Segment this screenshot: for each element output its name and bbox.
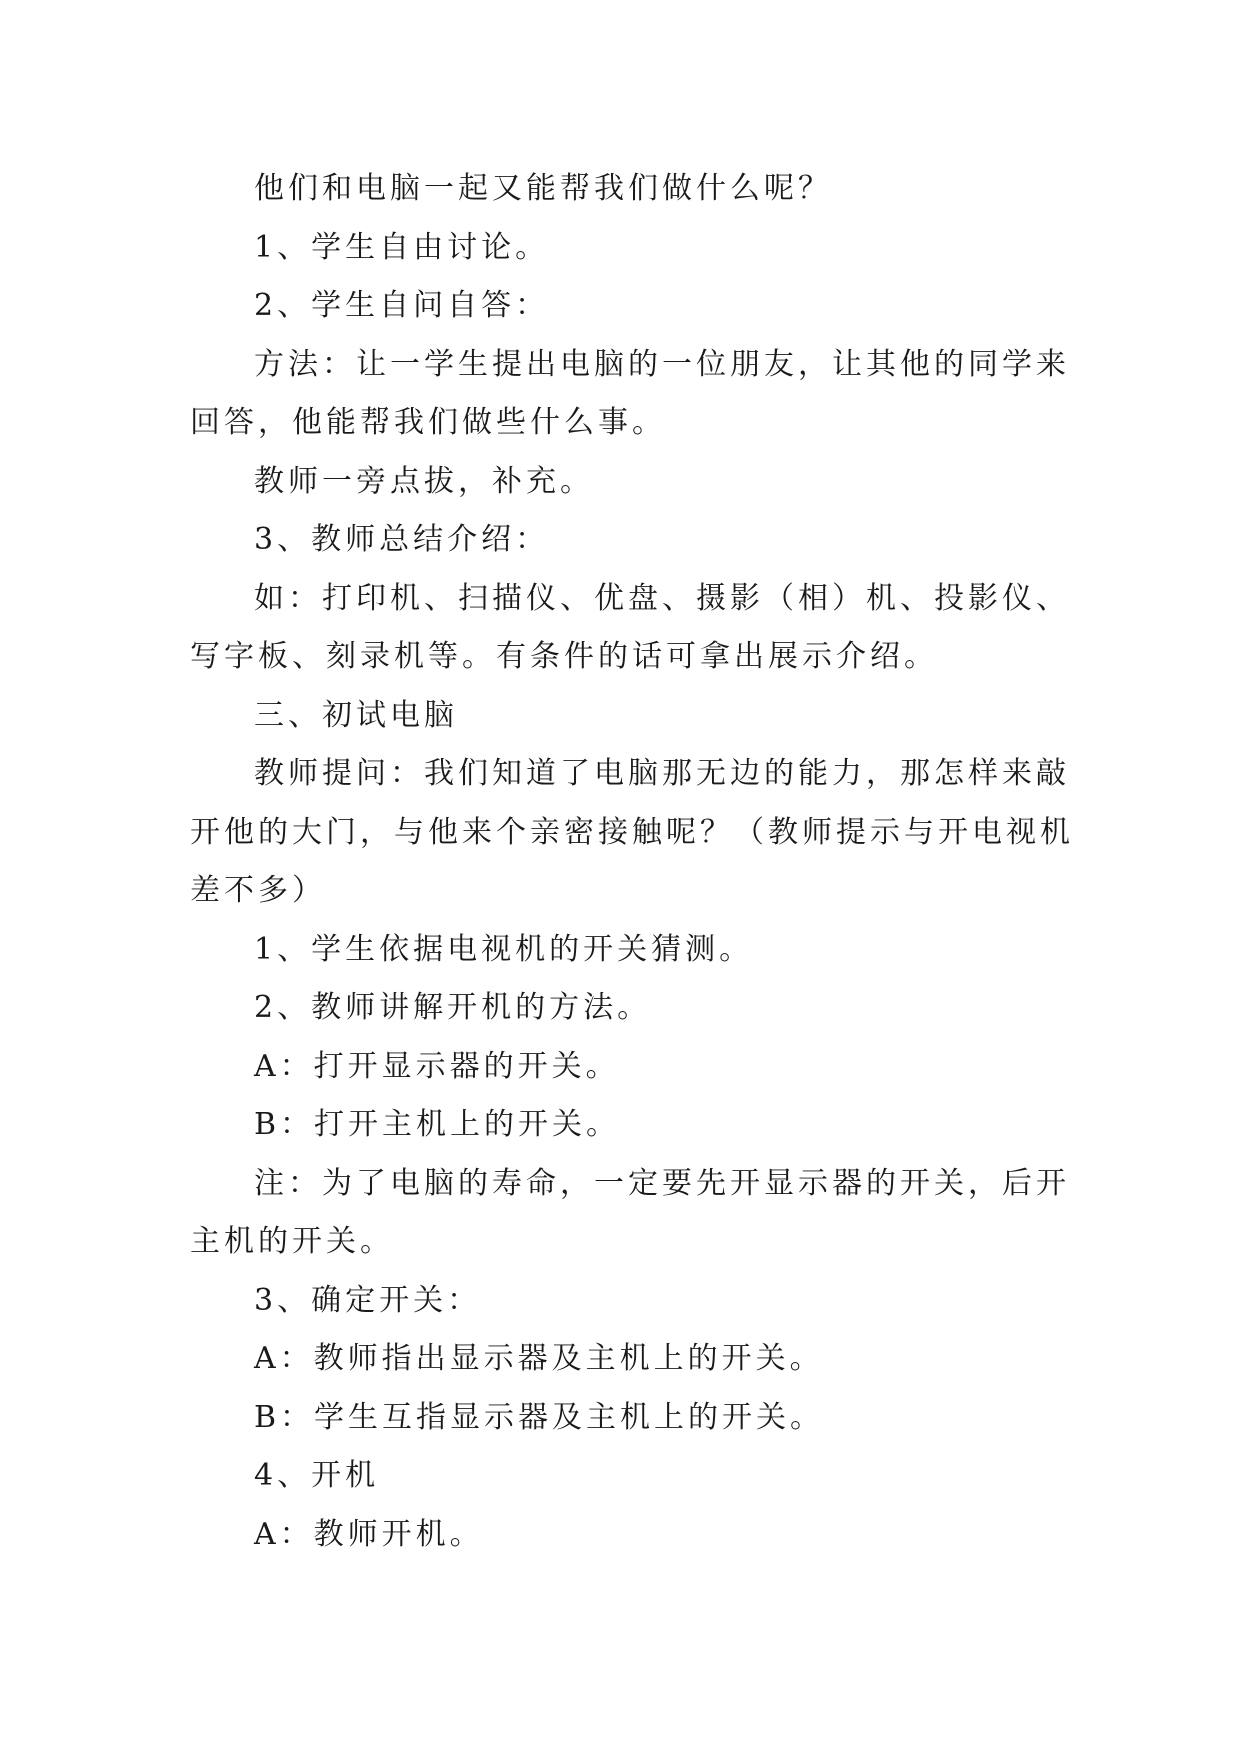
paragraph: 教师一旁点拔，补充。 xyxy=(254,463,594,499)
paragraph: 1、学生依据电视机的开关猜测。 xyxy=(254,931,754,967)
paragraph: 4、开机 xyxy=(254,1458,380,1493)
paragraph: 方法：让一学生提出电脑的一位朋友，让其他的同学来回答，他能帮我们做些什么事。 xyxy=(190,346,1070,440)
paragraph: B：学生互指显示器及主机上的开关。 xyxy=(254,1399,825,1435)
paragraph: A：教师指出显示器及主机上的开关。 xyxy=(254,1341,824,1376)
section-heading: 三、初试电脑 xyxy=(254,697,458,733)
paragraph: 如：打印机、扫描仪、优盘、摄影（相）机、投影仪、写字板、刻录机等。有条件的话可拿出展示介绍。 xyxy=(190,580,1070,674)
paragraph: 注：为了电脑的寿命，一定要先开显示器的开关，后开主机的开关。 xyxy=(190,1165,1070,1259)
paragraph: A：教师开机。 xyxy=(254,1516,484,1552)
paragraph: A：打开显示器的开关。 xyxy=(254,1048,620,1084)
paragraph: 3、教师总结介绍： xyxy=(254,522,550,557)
paragraph: B：打开主机上的开关。 xyxy=(254,1107,621,1142)
paragraph: 1、学生自由讨论。 xyxy=(254,229,550,265)
paragraph: 他们和电脑一起又能帮我们做什么呢？ xyxy=(254,171,832,206)
document-body xyxy=(190,160,1090,1564)
paragraph: 2、教师讲解开机的方法。 xyxy=(254,990,652,1025)
paragraph: 3、确定开关： xyxy=(254,1282,482,1318)
paragraph: 教师提问：我们知道了电脑那无边的能力，那怎样来敲开他的大门，与他来个亲密接触呢？（教师提示与开电视机差不多） xyxy=(190,756,1074,908)
paragraph: 2、学生自问自答： xyxy=(254,288,550,323)
